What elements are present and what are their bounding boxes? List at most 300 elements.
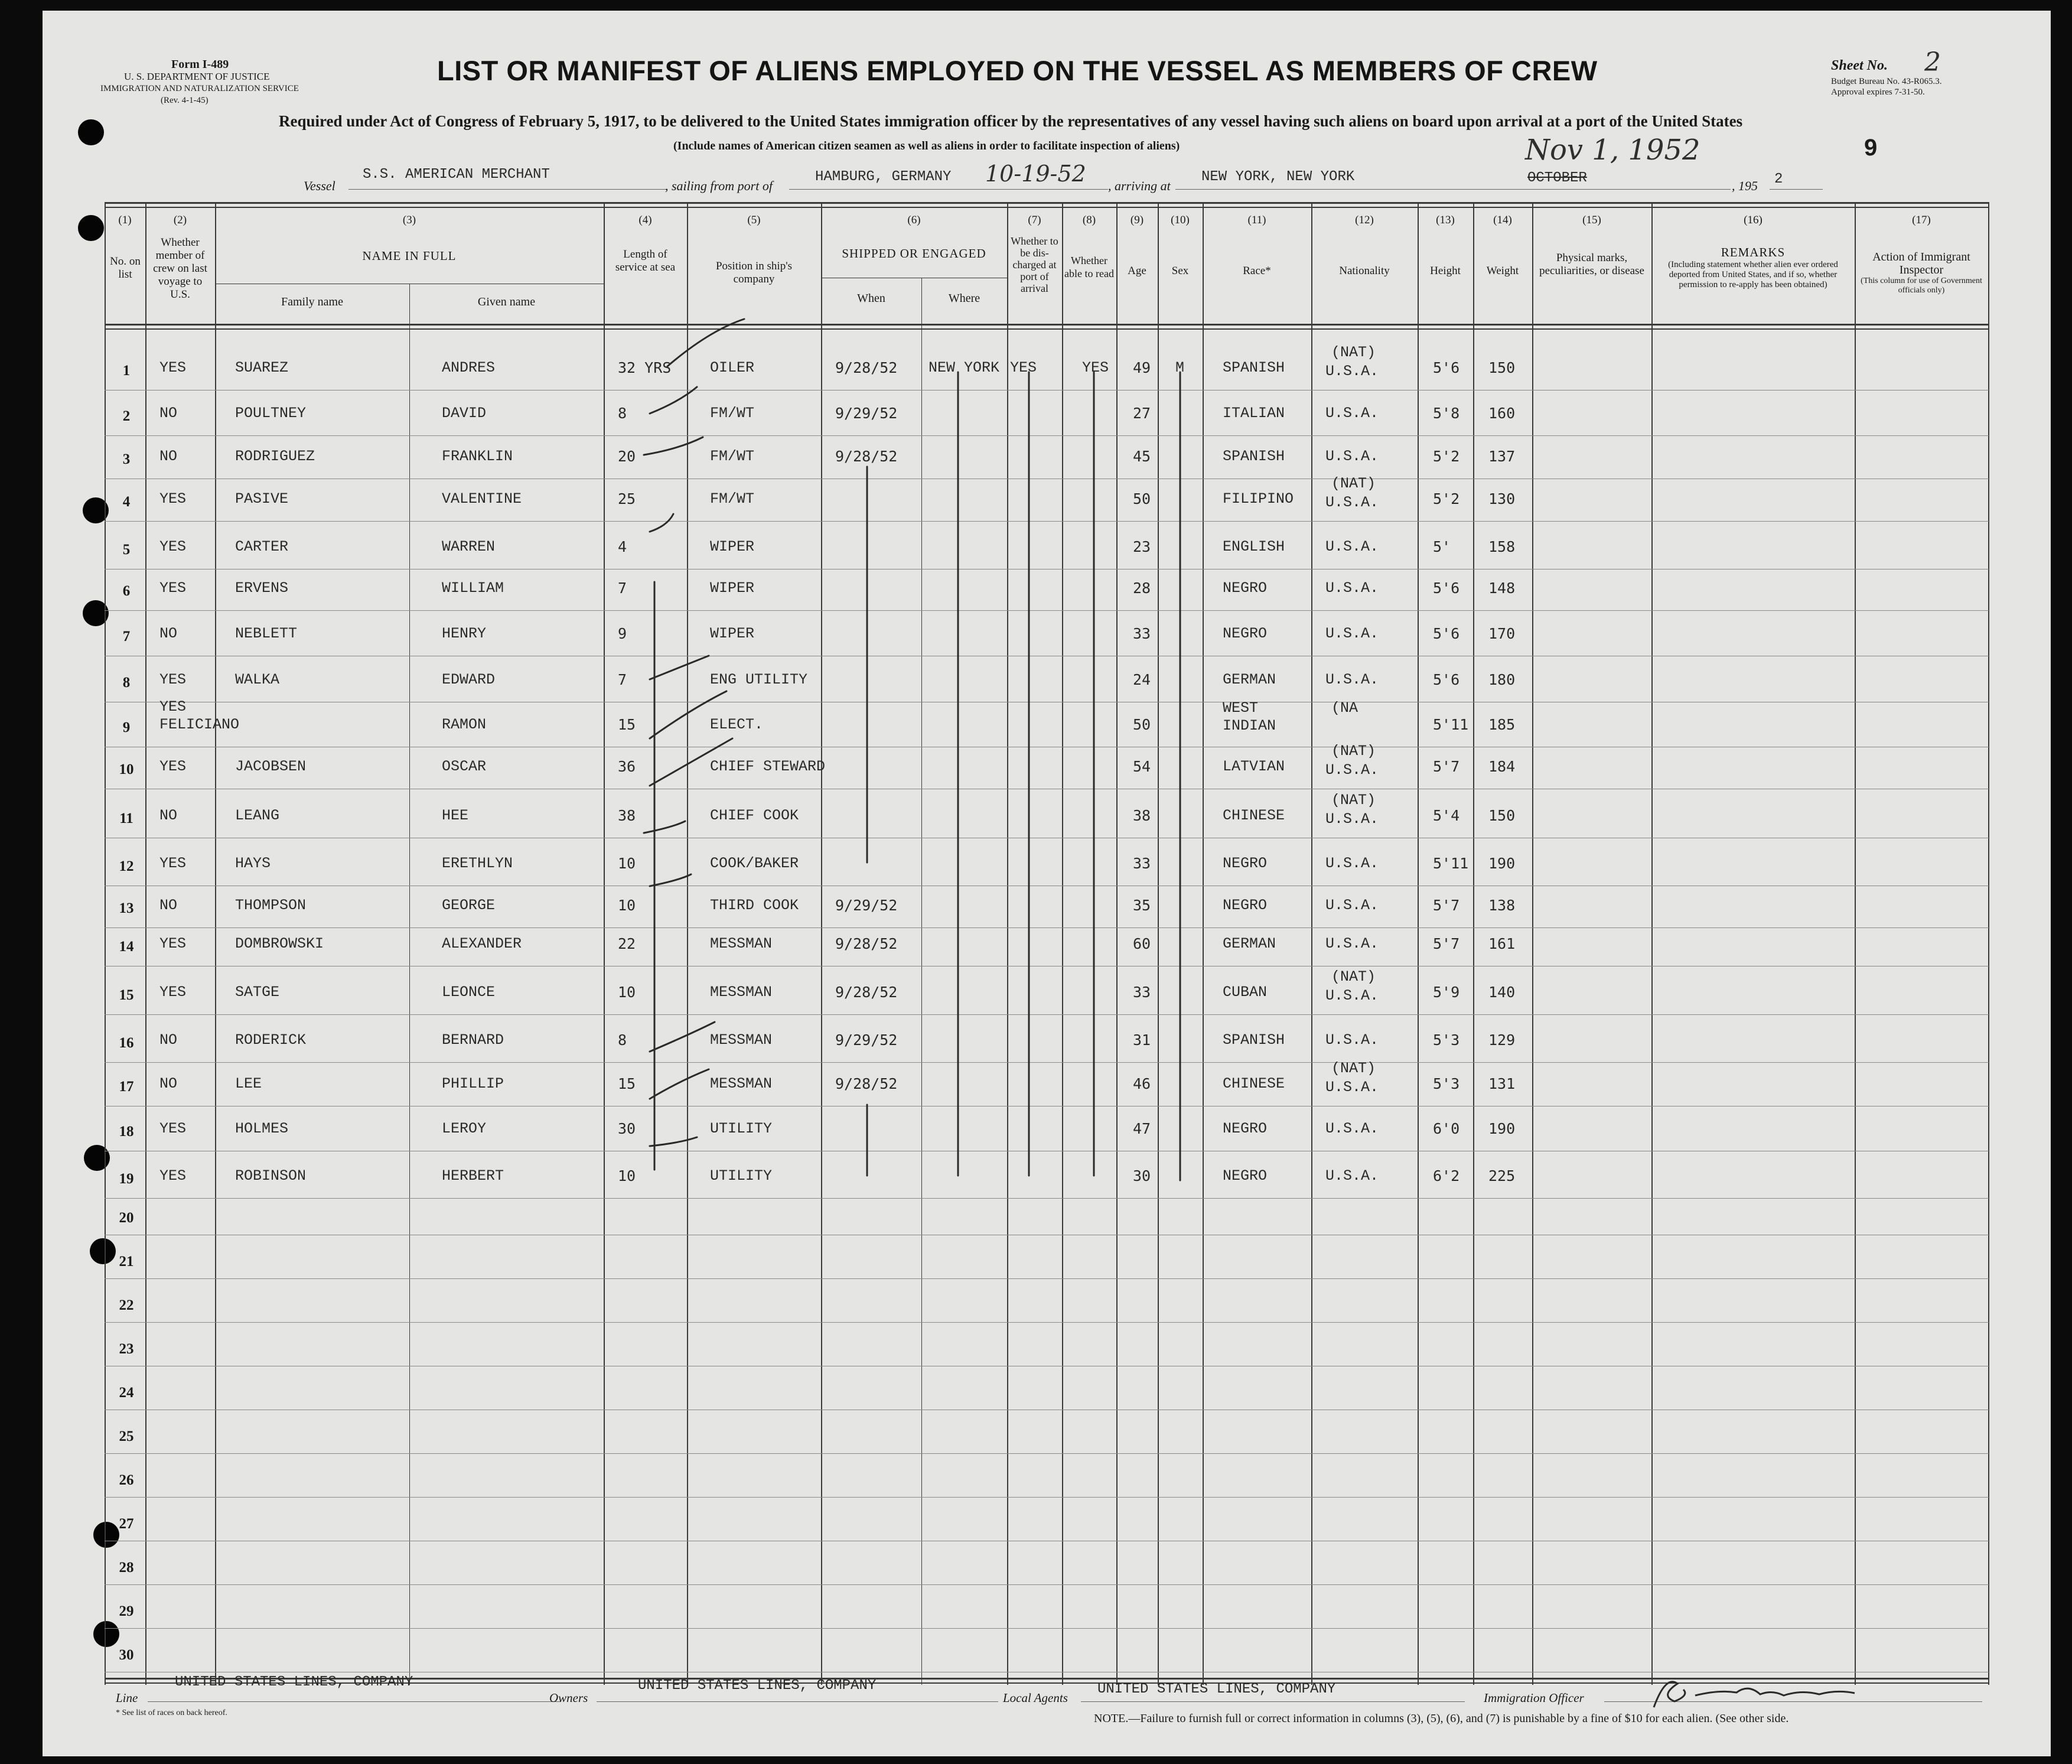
corner-number: 9 [1864,135,1878,161]
cell-race: GERMAN [1223,671,1276,688]
cell-nat-note: (NAT) [1331,743,1376,760]
cell-nat-note: (NAT) [1331,475,1376,492]
cell-position: MESSMAN [710,935,773,952]
header-action: Action of Immigrant Inspector [1872,250,1970,276]
row-number: 15 [119,987,134,1003]
cell-length: 10 [618,984,636,1001]
row-number: 16 [119,1035,134,1051]
cell-age: 60 [1133,935,1151,952]
cell-given: RAMON [442,716,487,733]
cell-member: YES [159,580,187,597]
cell-nat: U.S.A. [1325,580,1379,597]
cell-length: 10 [618,855,636,872]
cell-given: HERBERT [442,1167,504,1184]
header-given-name: Given name [477,295,536,308]
row-number: 26 [119,1472,134,1488]
row-number: 24 [119,1385,134,1401]
officer-signature [1642,1672,1866,1713]
cell-height: 5'6 [1433,359,1460,376]
owners-name: UNITED STATES LINES, COMPANY [638,1678,877,1694]
officer-label: Immigration Officer [1484,1691,1584,1705]
cell-age: 30 [1133,1167,1151,1184]
header-action-sub: (This column for use of Government officials only) [1861,276,1982,295]
cell-family: SATGE [235,984,280,1001]
cell-family: RODRIGUEZ [235,448,315,465]
cell-race: FILIPINO [1223,490,1294,507]
header-age: Age [1128,265,1146,277]
budget-number: Budget Bureau No. 43-R065.3. [1831,77,1942,86]
cell-age: 46 [1133,1075,1151,1092]
cell-length: 8 [618,405,627,422]
cell-member: YES [159,984,187,1001]
row-number: 5 [122,542,131,558]
header-where: Where [948,292,980,305]
col-num: (17) [1912,214,1931,226]
row-number: 14 [119,939,134,955]
col-num: (10) [1171,214,1190,226]
cell-race: LATVIAN [1223,758,1285,775]
cell-position: CHIEF COOK [710,807,799,824]
cell-given: EDWARD [442,671,496,688]
cell-given: ANDRES [442,359,496,376]
cell-given: PHILLIP [442,1075,504,1092]
row-number: 4 [122,494,131,510]
cell-race: CHINESE [1223,1075,1285,1092]
cell-family: JACOBSEN [235,758,307,775]
cell-age: 33 [1133,625,1151,642]
cell-length: 4 [618,538,627,555]
year-digit: 2 [1774,171,1783,187]
cell-member: NO [159,1031,178,1049]
cell-race: SPANISH [1223,359,1285,376]
cell-nat: U.S.A. [1325,625,1379,642]
cell-race: SPANISH [1223,1031,1285,1049]
cell-nat: U.S.A. [1325,448,1379,465]
cell-length: 10 [618,1167,636,1184]
cell-given: ERETHLYN [442,855,513,872]
col-num: (5) [747,214,761,226]
cell-nat-note: (NA [1331,699,1358,717]
cell-height: 5' [1433,538,1451,555]
cell-family: POULTNEY [235,405,307,422]
cell-age: 50 [1133,490,1151,507]
cell-given: LEONCE [442,984,496,1001]
vessel-name: S.S. AMERICAN MERCHANT [363,167,550,183]
row-rule [105,1497,1989,1498]
cell-length: 9 [618,625,627,642]
cell-weight: 185 [1488,716,1516,733]
cell-nat: U.S.A. [1325,363,1379,380]
cell-weight: 225 [1488,1167,1516,1184]
cell-position: MESSMAN [710,1075,773,1092]
line-name: UNITED STATES LINES, COMPANY [175,1674,413,1690]
cell-race: NEGRO [1223,1120,1268,1137]
cell-nat: U.S.A. [1325,1079,1379,1096]
cell-weight: 131 [1488,1075,1516,1092]
cell-age: 27 [1133,405,1151,422]
cell-nat: U.S.A. [1325,935,1379,952]
cell-weight: 184 [1488,758,1516,775]
cell-height: 5'11 [1433,855,1469,872]
cell-position: MESSMAN [710,1031,773,1049]
row-number: 27 [119,1516,134,1532]
cell-age: 33 [1133,984,1151,1001]
cell-member: YES [159,698,187,715]
cell-member: NO [159,1075,178,1092]
year-label: , 195 [1732,178,1758,193]
cell-position: MESSMAN [710,984,773,1001]
cell-when: 9/28/52 [835,448,898,465]
cell-member: YES [159,490,187,507]
cell-given: WARREN [442,538,496,555]
header-nationality: Nationality [1339,265,1390,277]
cell-race: NEGRO [1223,1167,1268,1184]
cell-family: RODERICK [235,1031,307,1049]
cell-height: 5'3 [1433,1075,1460,1092]
cell-family: FELICIANO [159,716,240,733]
cell-nat-note: (NAT) [1331,1060,1376,1077]
row-number: 1 [122,363,131,379]
cell-nat: U.S.A. [1325,1031,1379,1049]
cell-height: 5'7 [1433,935,1460,952]
row-rule [105,1453,1989,1454]
cell-height: 5'9 [1433,984,1460,1001]
cell-age: 45 [1133,448,1151,465]
cell-weight: 138 [1488,897,1516,914]
row-number: 6 [122,583,131,599]
cell-when: 9/29/52 [835,1031,898,1049]
cell-age: 49 [1133,359,1151,376]
cell-family: DOMBROWSKI [235,935,324,952]
cell-given: FRANKLIN [442,448,513,465]
cell-nat-note: (NAT) [1331,792,1376,809]
row-number: 21 [119,1254,134,1270]
col-num: (14) [1493,214,1512,226]
sailing-port: HAMBURG, GERMANY [815,169,952,185]
row-number: 8 [122,675,131,691]
cell-given: BERNARD [442,1031,504,1049]
sailing-label: , sailing from port of [665,178,773,193]
header-length-service: Length of service at sea [615,248,676,274]
arrival-date: Nov 1, 1952 [1525,134,1700,167]
row-number: 17 [119,1079,134,1095]
cell-member: YES [159,671,187,688]
cell-weight: 180 [1488,671,1516,688]
cell-family: SUAREZ [235,359,289,376]
cell-age: 35 [1133,897,1151,914]
row-number: 30 [119,1647,134,1663]
revision: (Rev. 4-1-45) [161,96,208,105]
cell-nat: U.S.A. [1325,405,1379,422]
cell-family: PASIVE [235,490,289,507]
cell-given: VALENTINE [442,490,522,507]
cell-height: 5'4 [1433,807,1460,824]
cell-length: 30 [618,1120,636,1137]
header-discharged: Whether to be dis-charged at port of arrival [1011,235,1058,294]
sheet-number: 2 [1924,47,1941,77]
cell-member: YES [159,1120,187,1137]
cell-length: 32 YRS [618,359,672,376]
cell-member: YES [159,935,187,952]
cell-given: HEE [442,807,469,824]
cell-height: 6'2 [1433,1167,1460,1184]
row-rule [105,1628,1989,1629]
cell-position: FM/WT [710,490,755,507]
cell-age: 33 [1133,855,1151,872]
cell-weight: 190 [1488,855,1516,872]
subtitle: Required under Act of Congress of February 5, 1917, to be delivered to the United States immigration officer by the representatives of any vessel having such aliens on board upon arrival at a port of the United States [279,112,1743,130]
cell-position: WIPER [710,580,755,597]
cell-length: 7 [618,671,627,688]
cell-age: 54 [1133,758,1151,775]
cell-race: NEGRO [1223,580,1268,597]
cell-height: 5'6 [1433,580,1460,597]
header-name-in-full: NAME IN FULL [362,249,457,263]
header-when: When [857,292,885,305]
cell-race: NEGRO [1223,855,1268,872]
cell-age: 24 [1133,671,1151,688]
cell-member: YES [159,1167,187,1184]
cell-weight: 148 [1488,580,1516,597]
cell-weight: 137 [1488,448,1516,465]
agents-label: Local Agents [1003,1691,1068,1705]
cell-when: 9/28/52 [835,1075,898,1092]
form-number: Form I-489 [171,58,229,71]
cell-nat: U.S.A. [1325,538,1379,555]
col-num: (8) [1082,214,1096,226]
vessel-label: Vessel [304,178,335,193]
cell-age: 38 [1133,807,1151,824]
cell-height: 5'11 [1433,716,1469,733]
row-number: 23 [119,1341,134,1357]
col-num: (12) [1355,214,1374,226]
cell-length: 10 [618,897,636,914]
row-number: 10 [119,761,134,777]
row-number: 28 [119,1560,134,1576]
cell-family: LEANG [235,807,280,824]
cell-weight: 160 [1488,405,1516,422]
cell-given: LEROY [442,1120,487,1137]
cell-race: NEGRO [1223,897,1268,914]
cell-position: UTILITY [710,1167,773,1184]
header-member-last-voyage: Whether member of crew on last voyage to U.S. [153,236,207,301]
cell-weight: 150 [1488,359,1516,376]
sheet-label: Sheet No. [1831,58,1888,73]
cell-race: SPANISH [1223,448,1285,465]
sailing-date: 10-19-52 [985,161,1086,187]
arriving-label: , arriving at [1108,178,1171,193]
agents-name: UNITED STATES LINES, COMPANY [1097,1681,1336,1697]
cell-height: 5'6 [1433,625,1460,642]
cell-race: ENGLISH [1223,538,1285,555]
cell-family: HAYS [235,855,271,872]
cell-race: CUBAN [1223,984,1268,1001]
page-title: LIST OR MANIFEST OF ALIENS EMPLOYED ON THE VESSEL AS MEMBERS OF CREW [437,55,1598,86]
cell-when: 9/29/52 [835,405,898,422]
cell-position: WIPER [710,625,755,642]
col-num: (3) [402,214,416,226]
row-number: 13 [119,900,134,916]
cell-position: COOK/BAKER [710,855,799,872]
cell-race: CHINESE [1223,807,1285,824]
row-number: 19 [119,1171,134,1187]
cell-nat-note: (NAT) [1331,344,1376,361]
cell-given: HENRY [442,625,487,642]
line-label: Line [116,1691,138,1705]
row-number: 2 [122,408,131,424]
cell-age: 31 [1133,1031,1151,1049]
cell-weight: 190 [1488,1120,1516,1137]
header-weight: Weight [1486,265,1519,277]
cell-length: 36 [618,758,636,775]
cell-family: LEE [235,1075,262,1092]
struck-month: OCTOBER [1527,170,1587,186]
row-number: 20 [119,1210,134,1226]
row-number: 29 [119,1603,134,1619]
cell-member: YES [159,359,187,376]
header-shipped-engaged: SHIPPED OR ENGAGED [842,246,986,261]
cell-weight: 129 [1488,1031,1516,1049]
cell-weight: 130 [1488,490,1516,507]
cell-nat: U.S.A. [1325,671,1379,688]
cell-height: 5'6 [1433,671,1460,688]
races-footnote: * See list of races on back hereof. [116,1708,227,1717]
service: IMMIGRATION AND NATURALIZATION SERVICE [100,84,299,93]
col-num: (7) [1028,214,1041,226]
cell-race: WEST INDIAN [1223,699,1276,734]
cell-length: 15 [618,1075,636,1092]
cell-race: NEGRO [1223,625,1268,642]
row-rule [105,1584,1989,1585]
cell-family: THOMPSON [235,897,307,914]
row-rule [105,1278,1989,1279]
cell-member: NO [159,807,178,824]
cell-length: 8 [618,1031,627,1049]
cell-weight: 158 [1488,538,1516,555]
cell-position: THIRD COOK [710,897,799,914]
cell-race: GERMAN [1223,935,1276,952]
row-number: 9 [122,720,131,735]
cell-length: 22 [618,935,636,952]
cell-when: 9/28/52 [835,359,898,376]
fine-note: NOTE.—Failure to furnish full or correct information in columns (3), (5), (6), and (7) is punishable by a fine of $10 for each alien. (See other side. [1094,1712,1789,1725]
col-num: (1) [118,214,132,226]
cell-position: ENG UTILITY [710,671,808,688]
cell-length: 15 [618,716,636,733]
col-num: (9) [1130,214,1144,226]
cell-read: YES [1082,359,1109,376]
cell-height: 5'7 [1433,897,1460,914]
cell-member: NO [159,897,178,914]
cell-position: OILER [710,359,755,376]
row-number: 12 [119,858,134,874]
cell-given: WILLIAM [442,580,504,597]
department: U. S. DEPARTMENT OF JUSTICE [124,71,270,82]
cell-length: 7 [618,580,627,597]
cell-age: 47 [1133,1120,1151,1137]
cell-nat-note: (NAT) [1331,968,1376,985]
cell-age: 23 [1133,538,1151,555]
cell-weight: 150 [1488,807,1516,824]
header-sex: Sex [1171,265,1189,277]
cell-where: NEW YORK [929,359,1000,376]
col-num: (4) [638,214,652,226]
cell-given: DAVID [442,405,487,422]
cell-age: 28 [1133,580,1151,597]
cell-position: CHIEF STEWARD [710,758,826,775]
owners-label: Owners [549,1691,588,1705]
cell-height: 5'7 [1433,758,1460,775]
cell-nat: U.S.A. [1325,987,1379,1004]
cell-family: ROBINSON [235,1167,307,1184]
cell-family: CARTER [235,538,289,555]
cell-given: ALEXANDER [442,935,522,952]
cell-length: 25 [618,490,636,507]
cell-position: ELECT. [710,716,764,733]
col-num: (11) [1247,214,1266,226]
cell-family: ERVENS [235,580,289,597]
cell-nat: U.S.A. [1325,855,1379,872]
cell-disch: YES [1010,359,1037,376]
header-remarks-sub: (Including statement whether alien ever ordered deported from United States, and if so, whether permission to re-apply has been obtained) [1668,260,1838,289]
cell-member: NO [159,448,178,465]
header-height: Height [1430,265,1461,277]
arrival-port: NEW YORK, NEW YORK [1201,169,1355,185]
cell-age: 50 [1133,716,1151,733]
header-remarks: REMARKS [1721,245,1786,259]
cell-nat: U.S.A. [1325,811,1379,828]
row-rule [105,1322,1989,1323]
cell-height: 5'3 [1433,1031,1460,1049]
cell-when: 9/28/52 [835,935,898,952]
header-position: Position in ship's company [715,260,793,285]
cell-height: 5'2 [1433,448,1460,465]
cell-member: YES [159,855,187,872]
col-num: (16) [1744,214,1762,226]
cell-position: FM/WT [710,448,755,465]
col-num: (6) [907,214,921,226]
cell-height: 5'2 [1433,490,1460,507]
cell-nat: U.S.A. [1325,761,1379,779]
cell-member: YES [159,758,187,775]
cell-member: YES [159,538,187,555]
cell-nat: U.S.A. [1325,1167,1379,1184]
cell-member: NO [159,625,178,642]
cell-position: WIPER [710,538,755,555]
cell-family: WALKA [235,671,280,688]
row-number: 3 [122,451,131,467]
cell-height: 5'8 [1433,405,1460,422]
cell-family: NEBLETT [235,625,298,642]
header-family-name: Family name [281,295,343,308]
header-physical: Physical marks, peculiarities, or disease [1539,252,1644,277]
cell-family: HOLMES [235,1120,289,1137]
cell-given: GEORGE [442,897,496,914]
header-race: Race* [1243,265,1271,277]
cell-sex: M [1175,359,1185,376]
cell-nat: U.S.A. [1325,1120,1379,1137]
col-num: (2) [173,214,187,226]
cell-length: 20 [618,448,636,465]
cell-weight: 140 [1488,984,1516,1001]
cell-member: NO [159,405,178,422]
ditto-tick [667,319,744,366]
header-no-on-list: No. on list [110,255,141,281]
cell-race: ITALIAN [1223,405,1285,422]
approval-expiry: Approval expires 7-31-50. [1831,87,1925,97]
cell-nat: U.S.A. [1325,494,1379,511]
row-number: 11 [119,811,133,826]
